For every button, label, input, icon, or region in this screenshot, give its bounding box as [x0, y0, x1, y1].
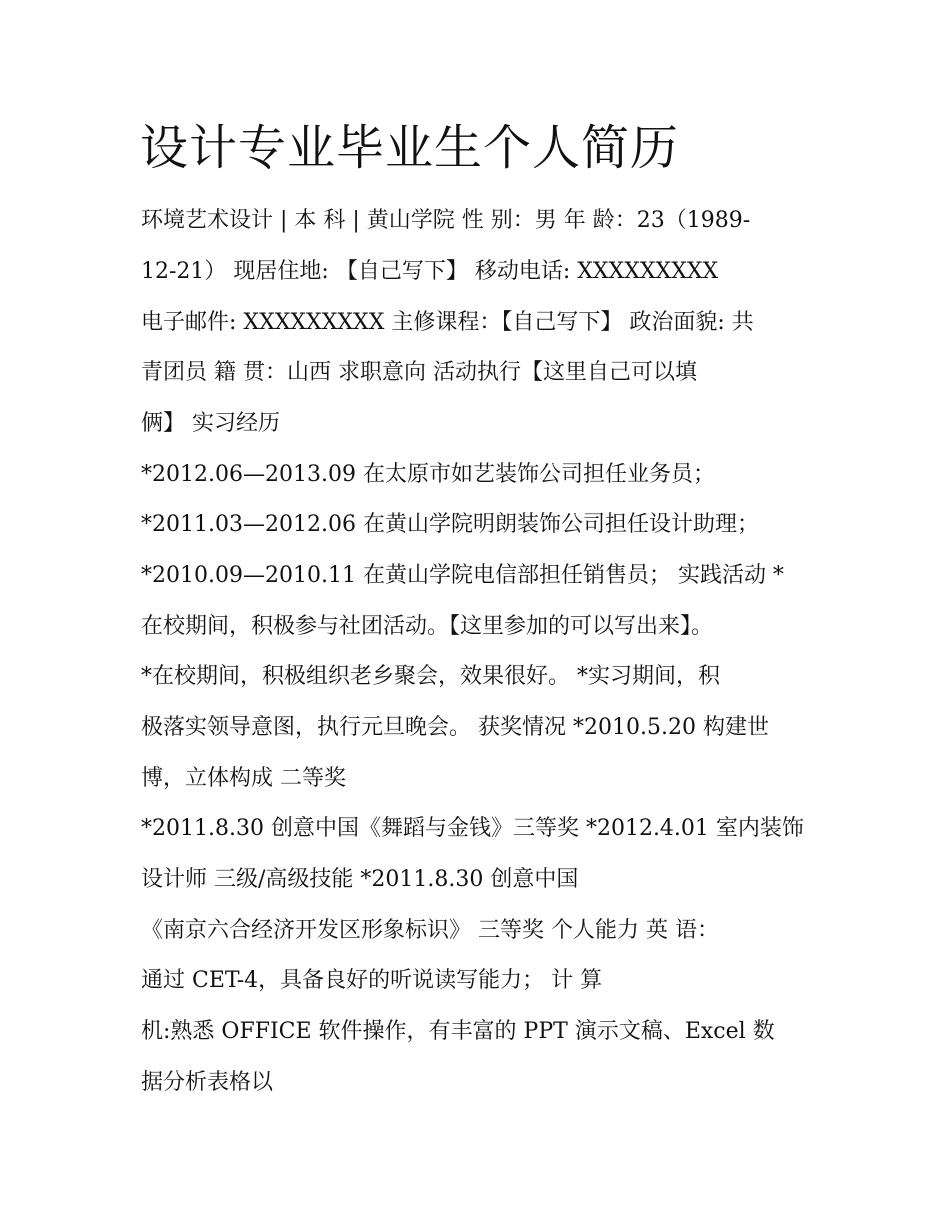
body-line-15: 《南京六合经济开发区形象标识》 三等奖 个人能力 英 语： [141, 918, 719, 943]
body-line-18: 据分析表格以 [141, 1070, 274, 1095]
body-line-10: *在校期间，积极组织老乡聚会，效果很好。 *实习期间，积 [141, 664, 720, 689]
body-line-9: 在校期间，积极参与社团活动。【这里参加的可以写出来】。 [141, 614, 714, 639]
body-line-2: 12-21） 现居住地: 【自己写下】 移动电话: XXXXXXXXX [141, 259, 719, 284]
body-line-7: *2011.03—2012.06 在黄山学院明朗装饰公司担任设计助理； [141, 512, 759, 537]
body-line-17: 机:熟悉 OFFICE 软件操作，有丰富的 PPT 演示文稿、Excel 数 [141, 1019, 775, 1044]
document-title: 设计专业毕业生个人简历 [140, 120, 680, 176]
body-line-12: 博，立体构成 二等奖 [141, 766, 346, 791]
body-line-14: 设计师 三级/高级技能 *2011.8.30 创意中国 [141, 867, 579, 892]
body-line-6: *2012.06—2013.09 在太原市如艺装饰公司担任业务员； [141, 462, 715, 487]
body-line-3: 电子邮件: XXXXXXXXX 主修课程：【自己写下】 政治面貌: 共 [141, 310, 754, 335]
body-line-13: *2011.8.30 创意中国《舞蹈与金钱》三等奖 *2012.4.01 室内装饰 [141, 816, 804, 841]
body-line-16: 通过 CET-4，具备良好的听说读写能力； 计 算 [141, 968, 603, 993]
body-line-8: *2010.09—2010.11 在黄山学院电信部担任销售员； 实践活动 * [141, 563, 784, 588]
body-line-4: 青团员 籍 贯：山西 求职意向 活动执行【这里自己可以填 [141, 360, 697, 385]
body-line-1: 环境艺术设计 | 本 科 | 黄山学院 性 别：男 年 龄：23（1989- [141, 208, 751, 233]
body-line-11: 极落实领导意图，执行元旦晚会。 获奖情况 *2010.5.20 构建世 [141, 715, 769, 740]
body-line-5: 俩】 实习经历 [141, 411, 280, 436]
